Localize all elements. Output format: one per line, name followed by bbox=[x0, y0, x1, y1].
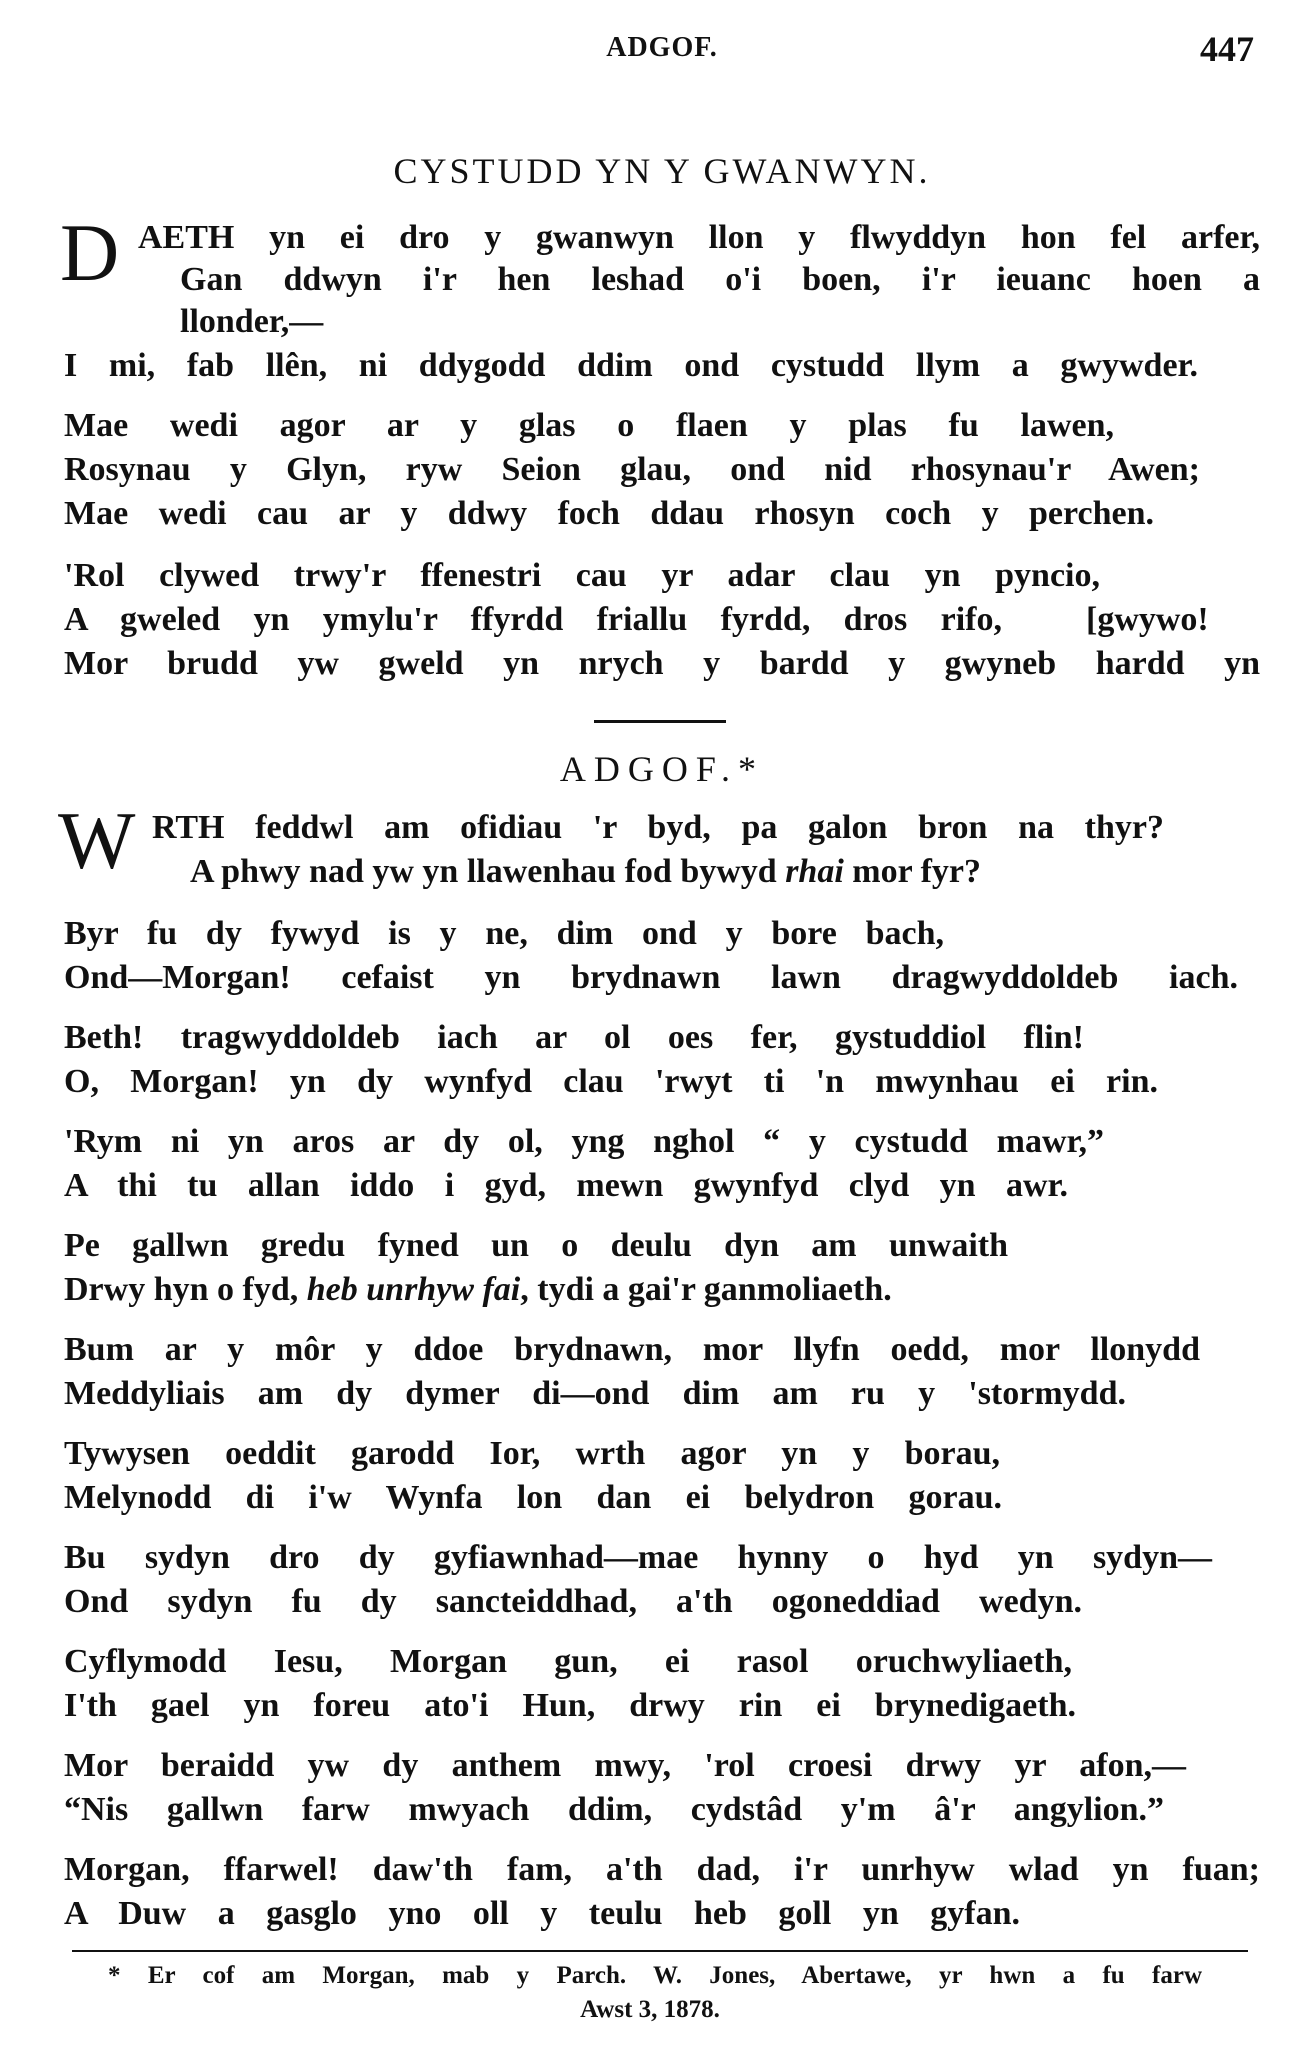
poem-title-adgof: ADGOF.* bbox=[559, 749, 765, 789]
footnote-rule bbox=[72, 1950, 1248, 1952]
drop-cap-d: D bbox=[60, 207, 120, 298]
poem-line: Mor brudd yw gweld yn nrych y bardd y gwyneb hardd yn bbox=[64, 645, 1260, 682]
poem-line: 'Rol clywed trwy'r ffenestri cau yr adar clau yn pyncio, bbox=[64, 557, 1100, 594]
poem-line: Beth! tragwyddoldeb iach ar ol oes fer, gystuddiol flin! bbox=[64, 1019, 1084, 1056]
running-title: ADGOF. bbox=[606, 32, 718, 63]
poem-line: Ond sydyn fu dy sancteiddhad, a'th ogoneddiad wedyn. bbox=[64, 1583, 1082, 1620]
poem-line-text: , tydi a gai'r ganmoliaeth. bbox=[520, 1271, 892, 1308]
footnote-line: Awst 3, 1878. bbox=[580, 1996, 720, 2023]
poem-line: Cyflymodd Iesu, Morgan gun, ei rasol oruchwyliaeth, bbox=[64, 1643, 1072, 1680]
poem-line: Melynodd di i'w Wynfa lon dan ei belydron gorau. bbox=[64, 1479, 1002, 1516]
poem-line: Ond—Morgan! cefaist yn brydnawn lawn dragwyddoldeb iach. bbox=[64, 959, 1238, 996]
poem-line bbox=[190, 852, 981, 892]
poem-line: RTH feddwl am ofidiau 'r byd, pa galon bron na thyr? bbox=[152, 809, 1164, 846]
poem-line-text: Drwy hyn o fyd, bbox=[64, 1271, 307, 1308]
poem-line: “Nis gallwn farw mwyach ddim, cydstâd y'm â'r angylion.” bbox=[64, 1791, 1164, 1828]
poem-line: I'th gael yn foreu ato'i Hun, drwy rin ei brynedigaeth. bbox=[64, 1687, 1076, 1724]
page-number: 447 bbox=[1200, 29, 1254, 69]
poem-line: 'Rym ni yn aros ar dy ol, yng nghol “ y cystudd mawr,” bbox=[64, 1123, 1104, 1160]
emphasis: rhai bbox=[785, 853, 844, 890]
emphasis: heb unrhyw fai bbox=[306, 1271, 521, 1308]
poem-line: Bu sydyn dro dy gyfiawnhad—mae hynny o hyd yn sydyn— bbox=[64, 1539, 1212, 1576]
section-divider bbox=[594, 720, 726, 723]
poem-line: AETH yn ei dro y gwanwyn llon y flwyddyn hon fel arfer, bbox=[138, 219, 1260, 256]
poem-line: Gan ddwyn i'r hen leshad o'i boen, i'r ieuanc hoen a bbox=[180, 261, 1260, 298]
poem-line-text: A phwy nad yw yn llawenhau fod bywyd bbox=[190, 853, 786, 890]
poem-line: A gweled yn ymylu'r ffyrdd friallu fyrdd, dros rifo, bbox=[64, 601, 1002, 638]
poem-line: Rosynau y Glyn, ryw Seion glau, ond nid rhosynau'r Awen; bbox=[64, 451, 1200, 488]
poem-line: I mi, fab llên, ni ddygodd ddim ond cystudd llym a gwywder. bbox=[64, 347, 1198, 384]
poem-line: Mor beraidd yw dy anthem mwy, 'rol croesi drwy yr afon,— bbox=[64, 1747, 1186, 1784]
footnote-line: * Er cof am Morgan, mab y Parch. W. Jones, Abertawe, yr hwn a fu farw bbox=[108, 1962, 1202, 1989]
poem-line: Tywysen oeddit garodd Ior, wrth agor yn y borau, bbox=[64, 1435, 1000, 1472]
poem-line: Morgan, ffarwel! daw'th fam, a'th dad, i'r unrhyw wlad yn fuan; bbox=[64, 1851, 1260, 1888]
poem-line: Byr fu dy fywyd is y ne, dim ond y bore bach, bbox=[64, 915, 944, 952]
poem-line: Meddyliais am dy dymer di—ond dim am ru y 'stormydd. bbox=[64, 1375, 1126, 1412]
poem-line: Mae wedi cau ar y ddwy foch ddau rhosyn coch y perchen. bbox=[64, 495, 1154, 532]
poem-line: Bum ar y môr y ddoe brydnawn, mor llyfn oedd, mor llonydd bbox=[64, 1331, 1200, 1368]
poem-line: A thi tu allan iddo i gyd, mewn gwynfyd clyd yn awr. bbox=[64, 1167, 1068, 1204]
poem-title-cystudd: CYSTUDD YN Y GWANWYN. bbox=[393, 151, 931, 191]
poem-line bbox=[64, 1270, 892, 1310]
poem-line: Mae wedi agor ar y glas o flaen y plas fu lawen, bbox=[64, 407, 1114, 444]
poem-line: Pe gallwn gredu fyned un o deulu dyn am unwaith bbox=[64, 1227, 1008, 1264]
poem-line-text: mor fyr? bbox=[843, 853, 982, 890]
poem-line: llonder,— bbox=[180, 303, 324, 340]
running-header bbox=[64, 28, 1260, 68]
poem-line-turnover: [gwywo! bbox=[1086, 601, 1209, 638]
poem-line: A Duw a gasglo yno oll y teulu heb goll yn gyfan. bbox=[64, 1895, 1020, 1932]
drop-cap-w: W bbox=[58, 795, 136, 886]
poem-line: O, Morgan! yn dy wynfyd clau 'rwyt ti 'n mwynhau ei rin. bbox=[64, 1063, 1158, 1100]
